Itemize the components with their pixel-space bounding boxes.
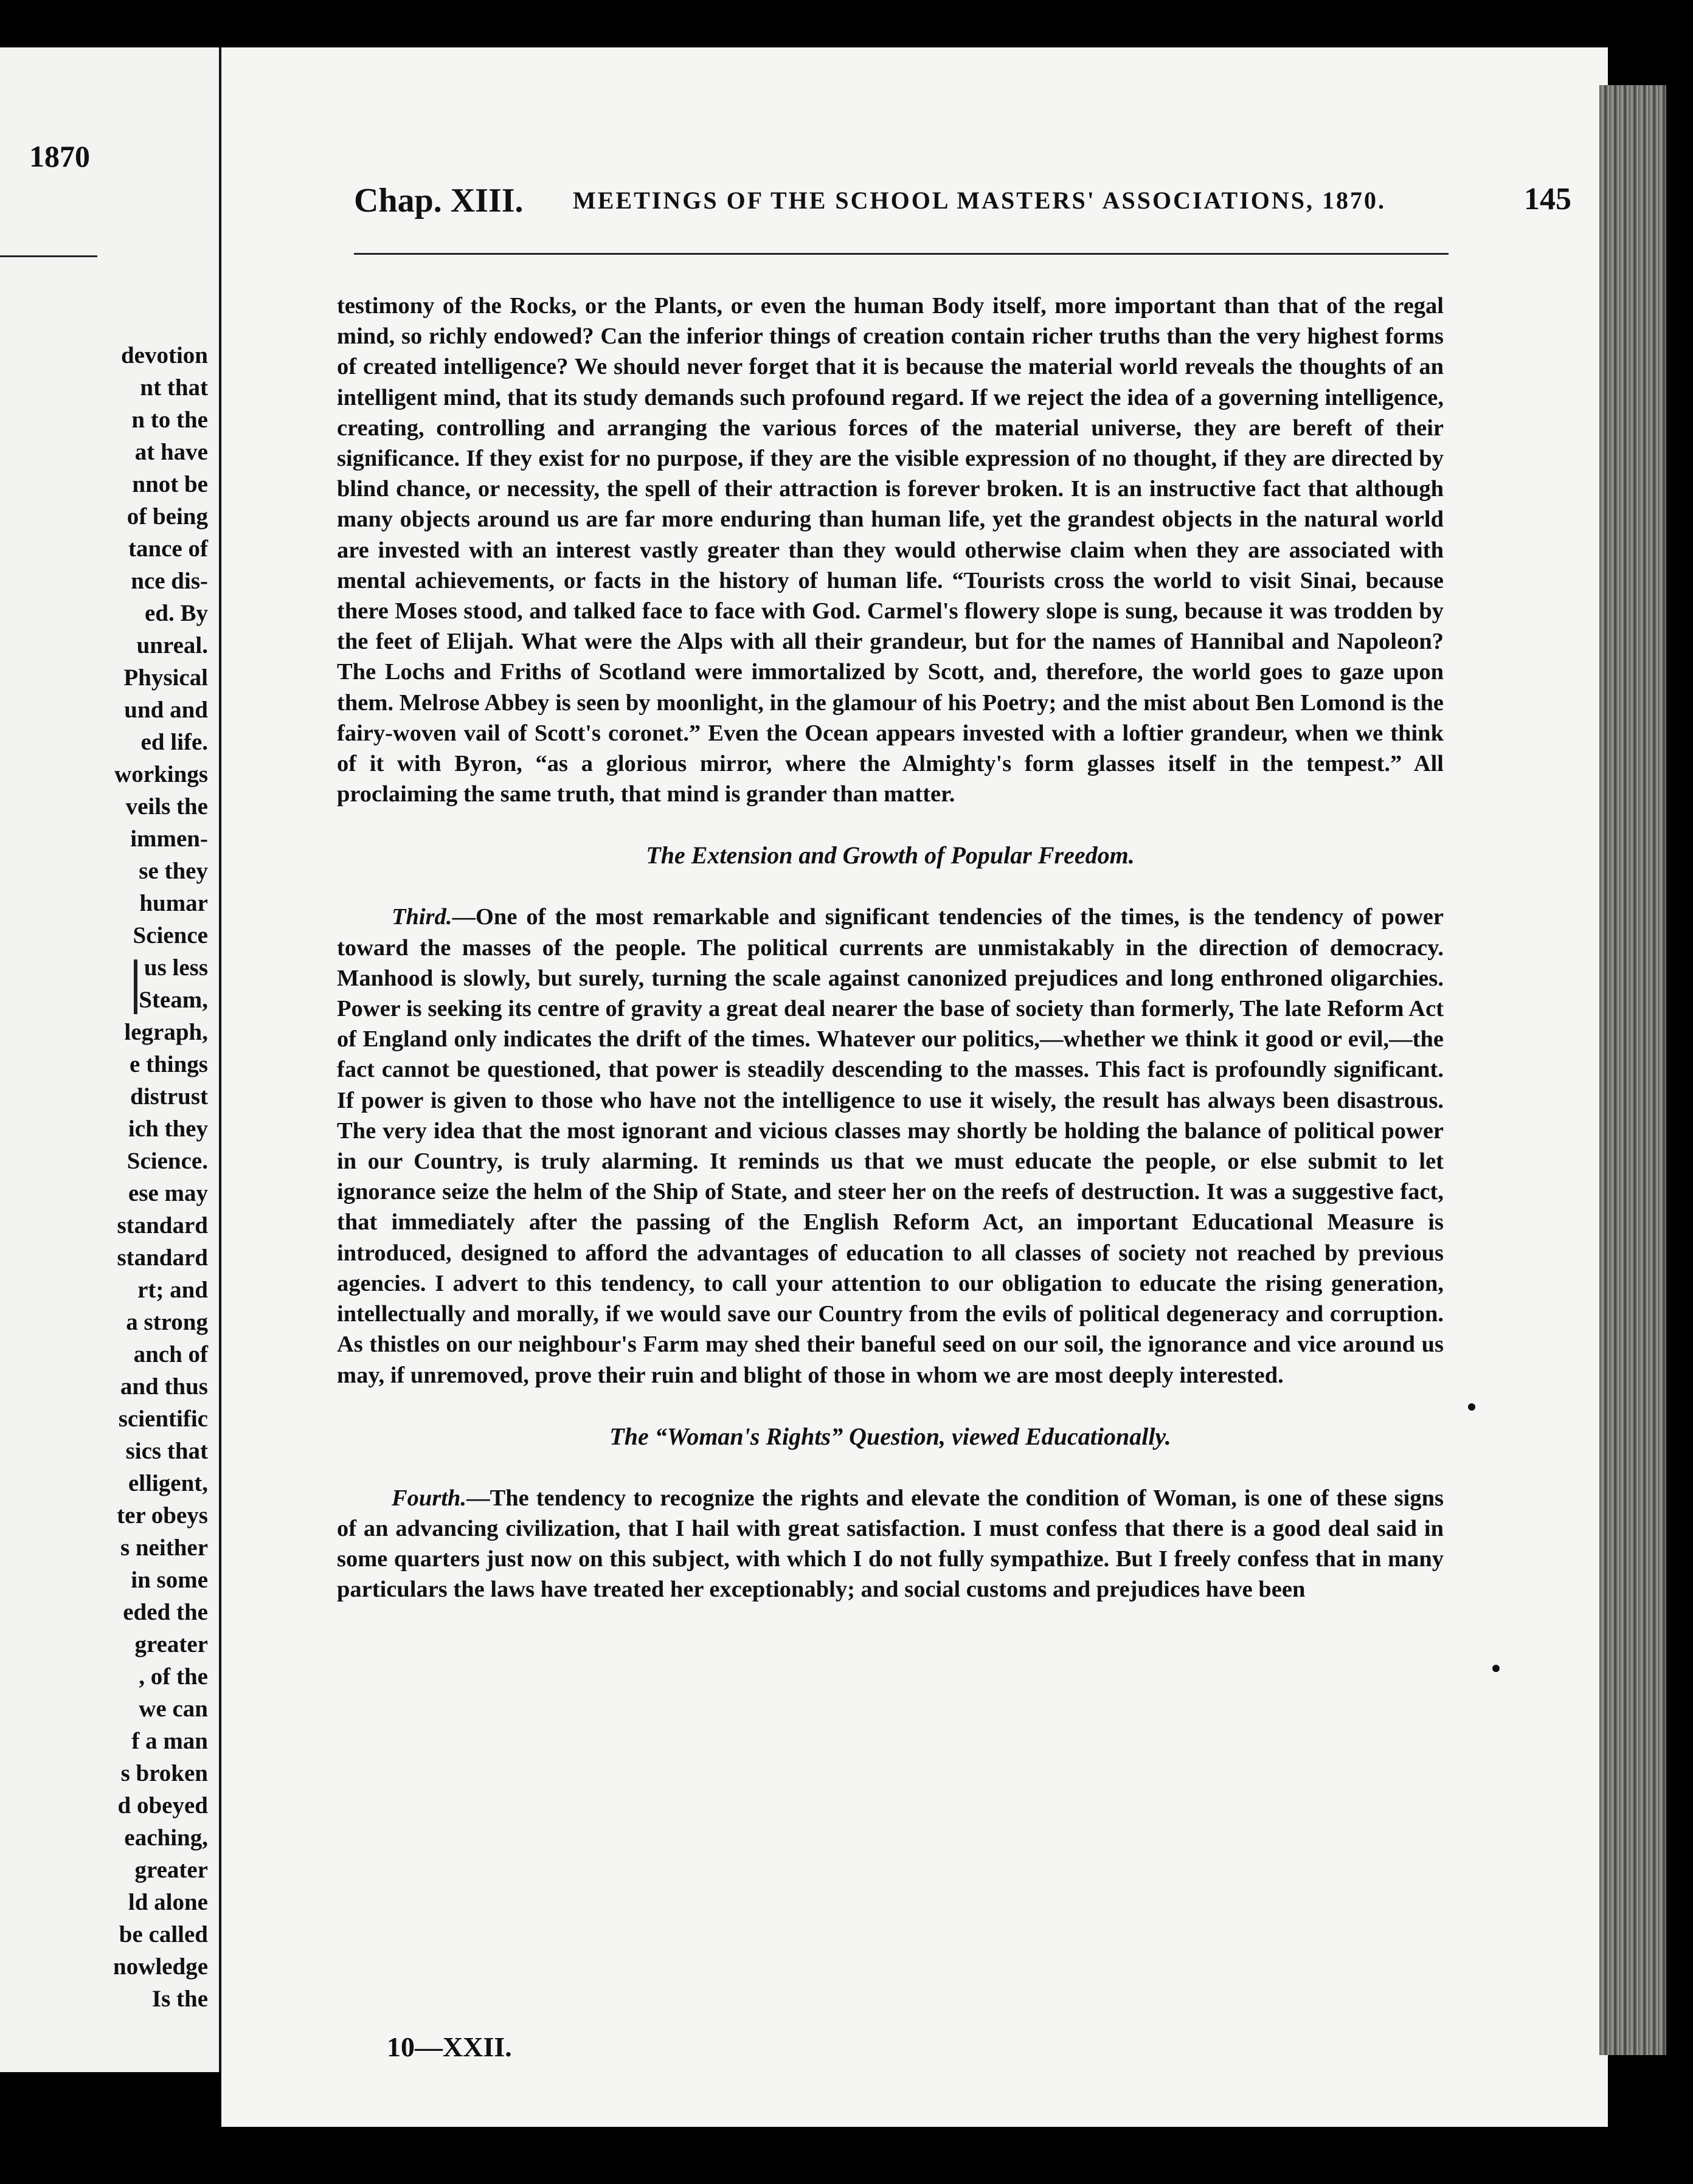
left-page-line: us less — [144, 955, 208, 981]
left-page-line: eded the — [123, 1599, 208, 1625]
left-page-line: f a man — [131, 1728, 208, 1754]
left-page-line: at have — [134, 439, 208, 465]
left-page-line: legraph, — [124, 1019, 208, 1045]
left-page-line: ter obeys — [117, 1502, 208, 1529]
left-page-line: workings — [114, 761, 208, 787]
left-page-line: nnot be — [132, 471, 208, 497]
left-page-line: Is the — [151, 1986, 208, 2012]
left-page-line: distrust — [130, 1083, 208, 1110]
section-heading-womans-rights: The “Woman's Rights” Question, viewed Educationally. — [609, 1422, 1171, 1450]
left-page-line: standard — [117, 1212, 208, 1239]
left-page-line: of being — [126, 503, 208, 530]
left-page-line: Physical — [123, 665, 208, 691]
left-page-line: s broken — [120, 1760, 208, 1786]
left-page-line: standard — [117, 1245, 208, 1271]
page-body — [337, 291, 1444, 1605]
left-header-rule — [0, 255, 97, 257]
left-page-line: elligent, — [128, 1470, 208, 1496]
left-page-line: e things — [130, 1051, 208, 1077]
left-page-line: sics that — [125, 1438, 208, 1464]
left-page-line: n to the — [131, 407, 208, 433]
left-page-line: veils the — [125, 793, 208, 820]
page-edges — [1599, 85, 1666, 2055]
running-header — [354, 157, 1608, 218]
margin-mark — [134, 959, 137, 1014]
left-page-line: ese may — [128, 1180, 208, 1206]
left-page-line: Science. — [126, 1148, 208, 1174]
left-page-text-fragments — [113, 339, 208, 2015]
left-page-line: eaching, — [124, 1825, 208, 1851]
paragraph-continued: testimony of the Rocks, or the Plants, or even the human Body itself, more important than that of the regal mind, so richly endowed? Can the inferior things of creation contain richer truths than the very highest forms of created intelligence? We should never forget that it is because the material world reveals the thoughts of an intelligent mind, that its study demands such profound regard. If we reject the idea of a governing intelligence, creating, controlling and arranging the various forces of the material universe, they are bereft of their significance. If they exist for no purpose, if they are the visible expression of no thought, if they are directed by blind chance, or necessity, the spell of their attraction is forever broken. It is an instructive fact that although many objects around us are far more enduring than human life, yet the grandest objects in the natural world are invested with an interest vastly greater than they would otherwise claim when they are associated with mental achievements, or facts in the history of human life. “Tourists cross the world to visit Sinai, because there Moses stood, and talked face to face with God. Carmel's flowery slope is sung, because it was trodden by the feet of Elijah. What were the Alps with all their grandeur, but for the names of Hannibal and Napoleon? The Lochs and Friths of Scotland were immortalized by Scott, and, therefore, the world goes to gaze upon them. Melrose Abbey is seen by moonlight, in the glamour of his Poetry; and the mist about Ben Lomond is the fairy-woven vail of Scott's coronet.” Even the Ocean appears invested with a loftier grandeur, when we think of it with Byron, “as a glorious mirror, where the Almighty's form glasses itself in the tempest.” All proclaiming the same truth, that mind is grander than matter. — [337, 293, 1444, 807]
left-page-line: scientific — [118, 1406, 208, 1432]
left-page-line: ich they — [128, 1116, 208, 1142]
left-page-line: immen- — [130, 826, 208, 852]
ink-speck — [1468, 1403, 1475, 1411]
ink-speck — [1492, 1665, 1500, 1672]
left-page-line: und and — [124, 697, 208, 723]
left-page-line: anch of — [133, 1341, 208, 1367]
left-page-line: d obeyed — [117, 1792, 208, 1819]
left-page-line: nce dis- — [131, 568, 208, 594]
section-heading-popular-freedom: The Extension and Growth of Popular Freedom. — [646, 841, 1135, 869]
paragraph-fourth — [337, 1483, 1444, 1605]
paragraph-text: —One of the most remarkable and significant tendencies of the times, is the tendency of power toward the masses of the people. The political currents are unmistakably in the direction of democracy. Manhood is slowly, but surely, turning the scale against canonized prejudices and long enthroned oligarchies. Power is seeking its centre of gravity a great deal nearer the base of society than formerly, The late Reform Act of England only indicates the drift of the times. Whatever our politics,—whether we think it good or evil,—the fact cannot be questioned, that power is steadily descending to the masses. This fact is profoundly significant. If power is given to those who have not the intelligence to use it wisely, the result has always been disastrous. The very idea that the most ignorant and vicious classes may shortly be holding the balance of political power in our Country, is truly alarming. It reminds us that we must educate the people, or else submit to let ignorance seize the helm of the Ship of State, and steer her on the reefs of destruction. It was a suggestive fact, that immediately after the passing of the English Reform Act, an important Educational Measure is introduced, designed to afford the advantages of education to all classes of society not reached by previous agencies. I advert to this tendency, to call your attention to our obligation to educate the rising generation, intellectually and morally, if we would save our Country from the evils of political degeneracy and corruption. As thistles on our neighbour's Farm may shed their baneful seed on our soil, the ignorance and vice around us may, if unremoved, prove their ruin and blight of those in whom we are most deeply interested. — [337, 904, 1444, 1388]
left-page-line: rt; and — [137, 1277, 208, 1303]
left-page-line: se they — [139, 858, 208, 884]
left-facing-page — [0, 47, 221, 2072]
left-page-line: unreal. — [136, 632, 208, 658]
running-title: MEETINGS OF THE SCHOOL MASTERS' ASSOCIATIONS, 1870. — [573, 187, 1387, 214]
left-page-line: greater — [134, 1631, 208, 1657]
printer-signature: 10—XXII. — [387, 2031, 512, 2062]
left-page-line: Science — [133, 922, 208, 949]
left-page-line: in some — [131, 1567, 208, 1593]
paragraph-lead: Fourth. — [392, 1485, 467, 1511]
left-page-line: we can — [139, 1696, 208, 1722]
left-page-line: greater — [134, 1857, 208, 1883]
chapter-label: Chap. XIII. — [354, 182, 524, 219]
left-page-line: s neither — [120, 1535, 208, 1561]
left-page-line: nowledge — [113, 1954, 208, 1980]
left-page-line: tance of — [128, 536, 208, 562]
paragraph-text: —The tendency to recognize the rights and elevate the condition of Woman, is one of these signs of an advancing civilization, that I hail with great satisfaction. I must confess that there is a good deal said in some quarters just now on this subject, with which I do not fully sympathize. But I freely confess that in many particulars the laws have treated her exceptionably; and social customs and prejudices have been — [337, 1485, 1444, 1603]
left-page-line: ed life. — [140, 729, 208, 755]
left-page-line: Steam, — [139, 987, 208, 1013]
left-page-line: be called — [119, 1921, 208, 1947]
left-page-line: humar — [139, 890, 208, 916]
left-page-year: 1870 — [29, 139, 90, 173]
left-page-line: nt that — [140, 375, 208, 401]
left-page-line: devotion — [120, 342, 208, 368]
left-page-line: a strong — [126, 1309, 208, 1335]
page-number: 145 — [1524, 182, 1571, 216]
paragraph-third — [337, 902, 1444, 1390]
paragraph-lead: Third. — [392, 904, 452, 930]
main-page — [221, 47, 1608, 2127]
header-rule — [354, 253, 1449, 255]
left-page-line: ed. By — [144, 600, 208, 626]
left-page-line: , of the — [139, 1664, 208, 1690]
left-page-line: ld alone — [128, 1889, 208, 1915]
left-page-line: and thus — [120, 1374, 208, 1400]
